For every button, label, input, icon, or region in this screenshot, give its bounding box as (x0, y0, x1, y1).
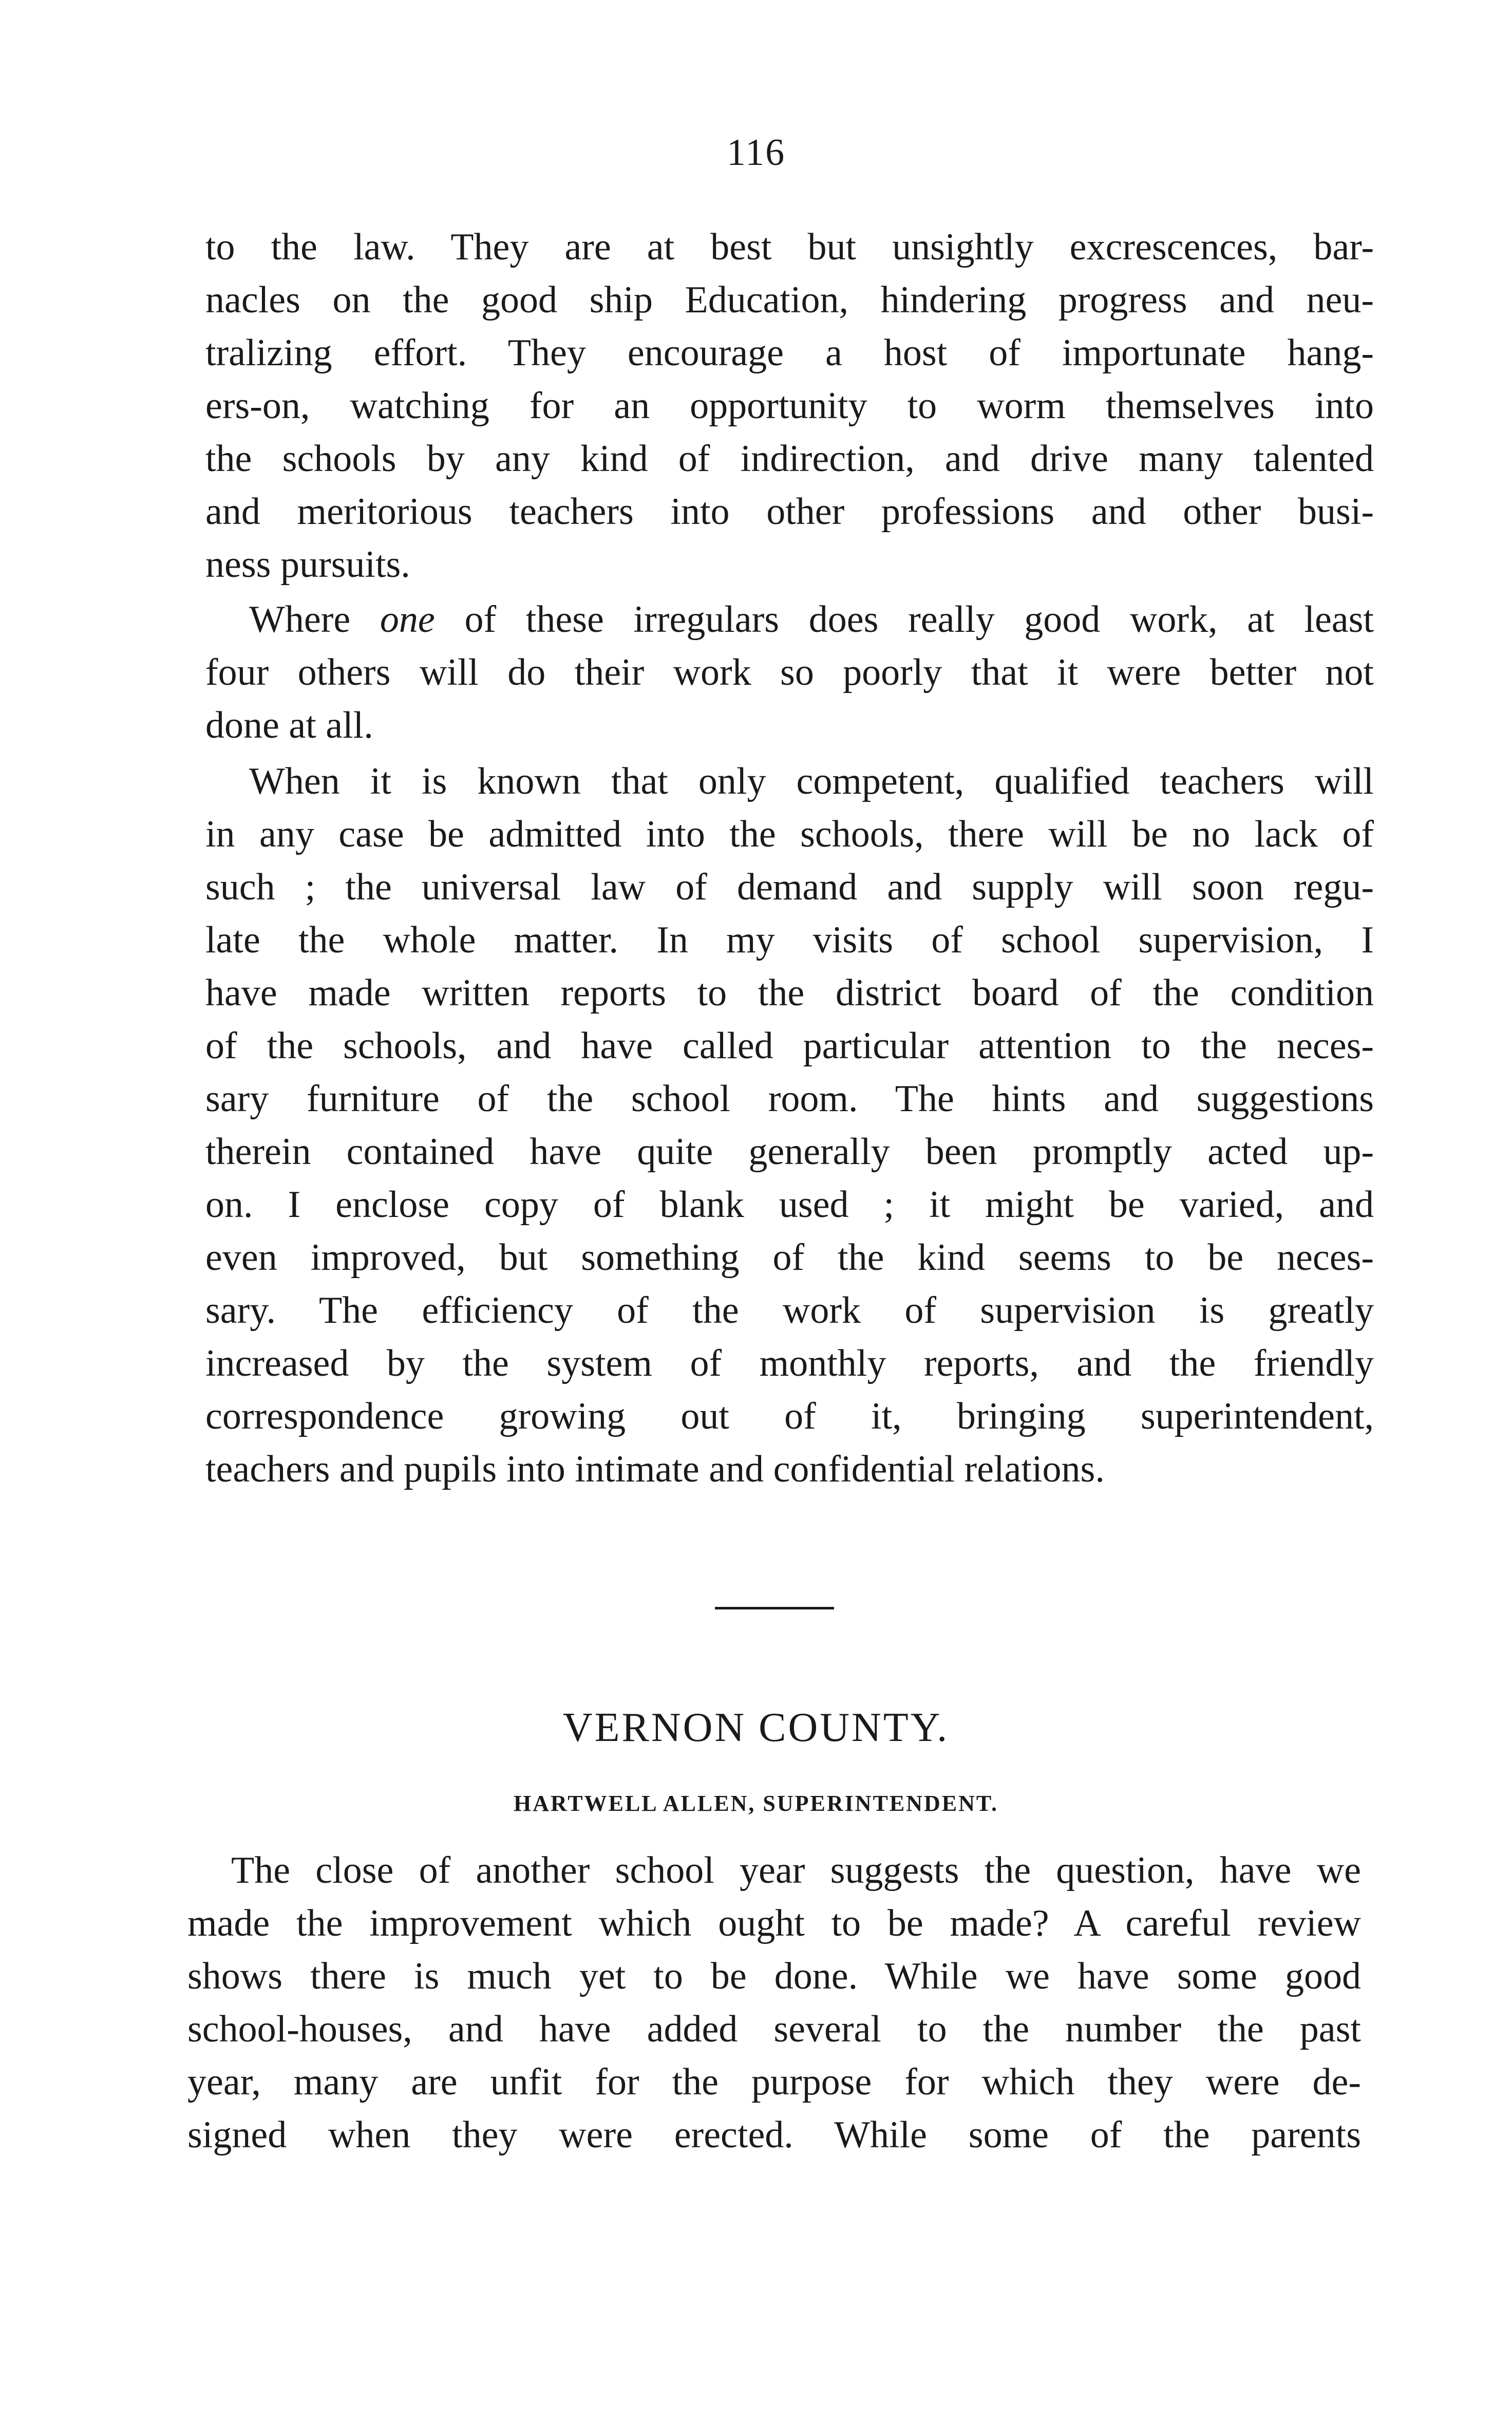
text-line: to the law. They are at best but unsightly excrescences, bar- (205, 226, 1374, 268)
text-line: signed when they were erected. While some of the parents (187, 2114, 1361, 2156)
text-line: even improved, but something of the kind seems to be neces- (205, 1237, 1374, 1279)
text-line: year, many are unfit for the purpose for which they were de- (187, 2061, 1361, 2103)
text-line: sary furniture of the school room. The hints and suggestions (205, 1078, 1374, 1120)
paragraph-law-excrescences (205, 221, 1374, 591)
text-line: of the schools, and have called particular attention to the neces- (205, 1025, 1374, 1067)
text-line: such ; the universal law of demand and supply will soon regu- (205, 866, 1374, 908)
text-line: tralizing effort. They encourage a host of importunate hang- (205, 332, 1374, 374)
section-divider (715, 1607, 834, 1609)
text-line: school-houses, and have added several to the number the past (187, 2008, 1361, 2050)
text-line: The close of another school year suggests the question, have we (231, 1849, 1361, 1891)
text-line: shows there is much yet to be done. While we have some good (187, 1955, 1361, 1997)
text-line: increased by the system of monthly reports, and the friendly (205, 1342, 1374, 1384)
text-line: ness pursuits. (205, 544, 410, 586)
paragraph-vernon-county (187, 1844, 1361, 2162)
superintendent-byline: HARTWELL ALLEN, SUPERINTENDENT. (514, 1791, 998, 1816)
text-line: in any case be admitted into the schools, there will be no lack of (205, 813, 1374, 855)
text-line: nacles on the good ship Education, hindering progress and neu- (205, 279, 1374, 321)
text-line: late the whole matter. In my visits of school supervision, I (205, 919, 1374, 961)
emphasis-word: one (380, 598, 435, 641)
text-line: done at all. (205, 704, 373, 746)
text-line: ers-on, watching for an opportunity to worm themselves into (205, 385, 1374, 427)
text-line: have made written reports to the district board of the condition (205, 972, 1374, 1014)
text-line: made the improvement which ought to be made? A careful review (187, 1902, 1361, 1944)
text-line: Where one of these irregulars does really good work, at least (249, 598, 1374, 641)
text-line: When it is known that only competent, qualified teachers will (249, 760, 1374, 802)
paragraph-competent-teachers (205, 755, 1374, 1496)
text-line: and meritorious teachers into other professions and other busi- (205, 491, 1374, 533)
text-line: sary. The efficiency of the work of supervision is greatly (205, 1289, 1374, 1332)
text-line: correspondence growing out of it, bringing superintendent, (205, 1395, 1374, 1437)
section-title: VERNON COUNTY. (562, 1705, 950, 1750)
text-line: four others will do their work so poorly that it were better not (205, 651, 1374, 694)
text-line: teachers and pupils into intimate and confidential relations. (205, 1448, 1105, 1490)
page-number: 116 (726, 132, 786, 174)
text-line: therein contained have quite generally been promptly acted up- (205, 1131, 1374, 1173)
text-line: the schools by any kind of indirection, and drive many talented (205, 438, 1374, 480)
text-line: on. I enclose copy of blank used ; it might be varied, and (205, 1184, 1374, 1226)
paragraph-irregulars (205, 593, 1374, 752)
